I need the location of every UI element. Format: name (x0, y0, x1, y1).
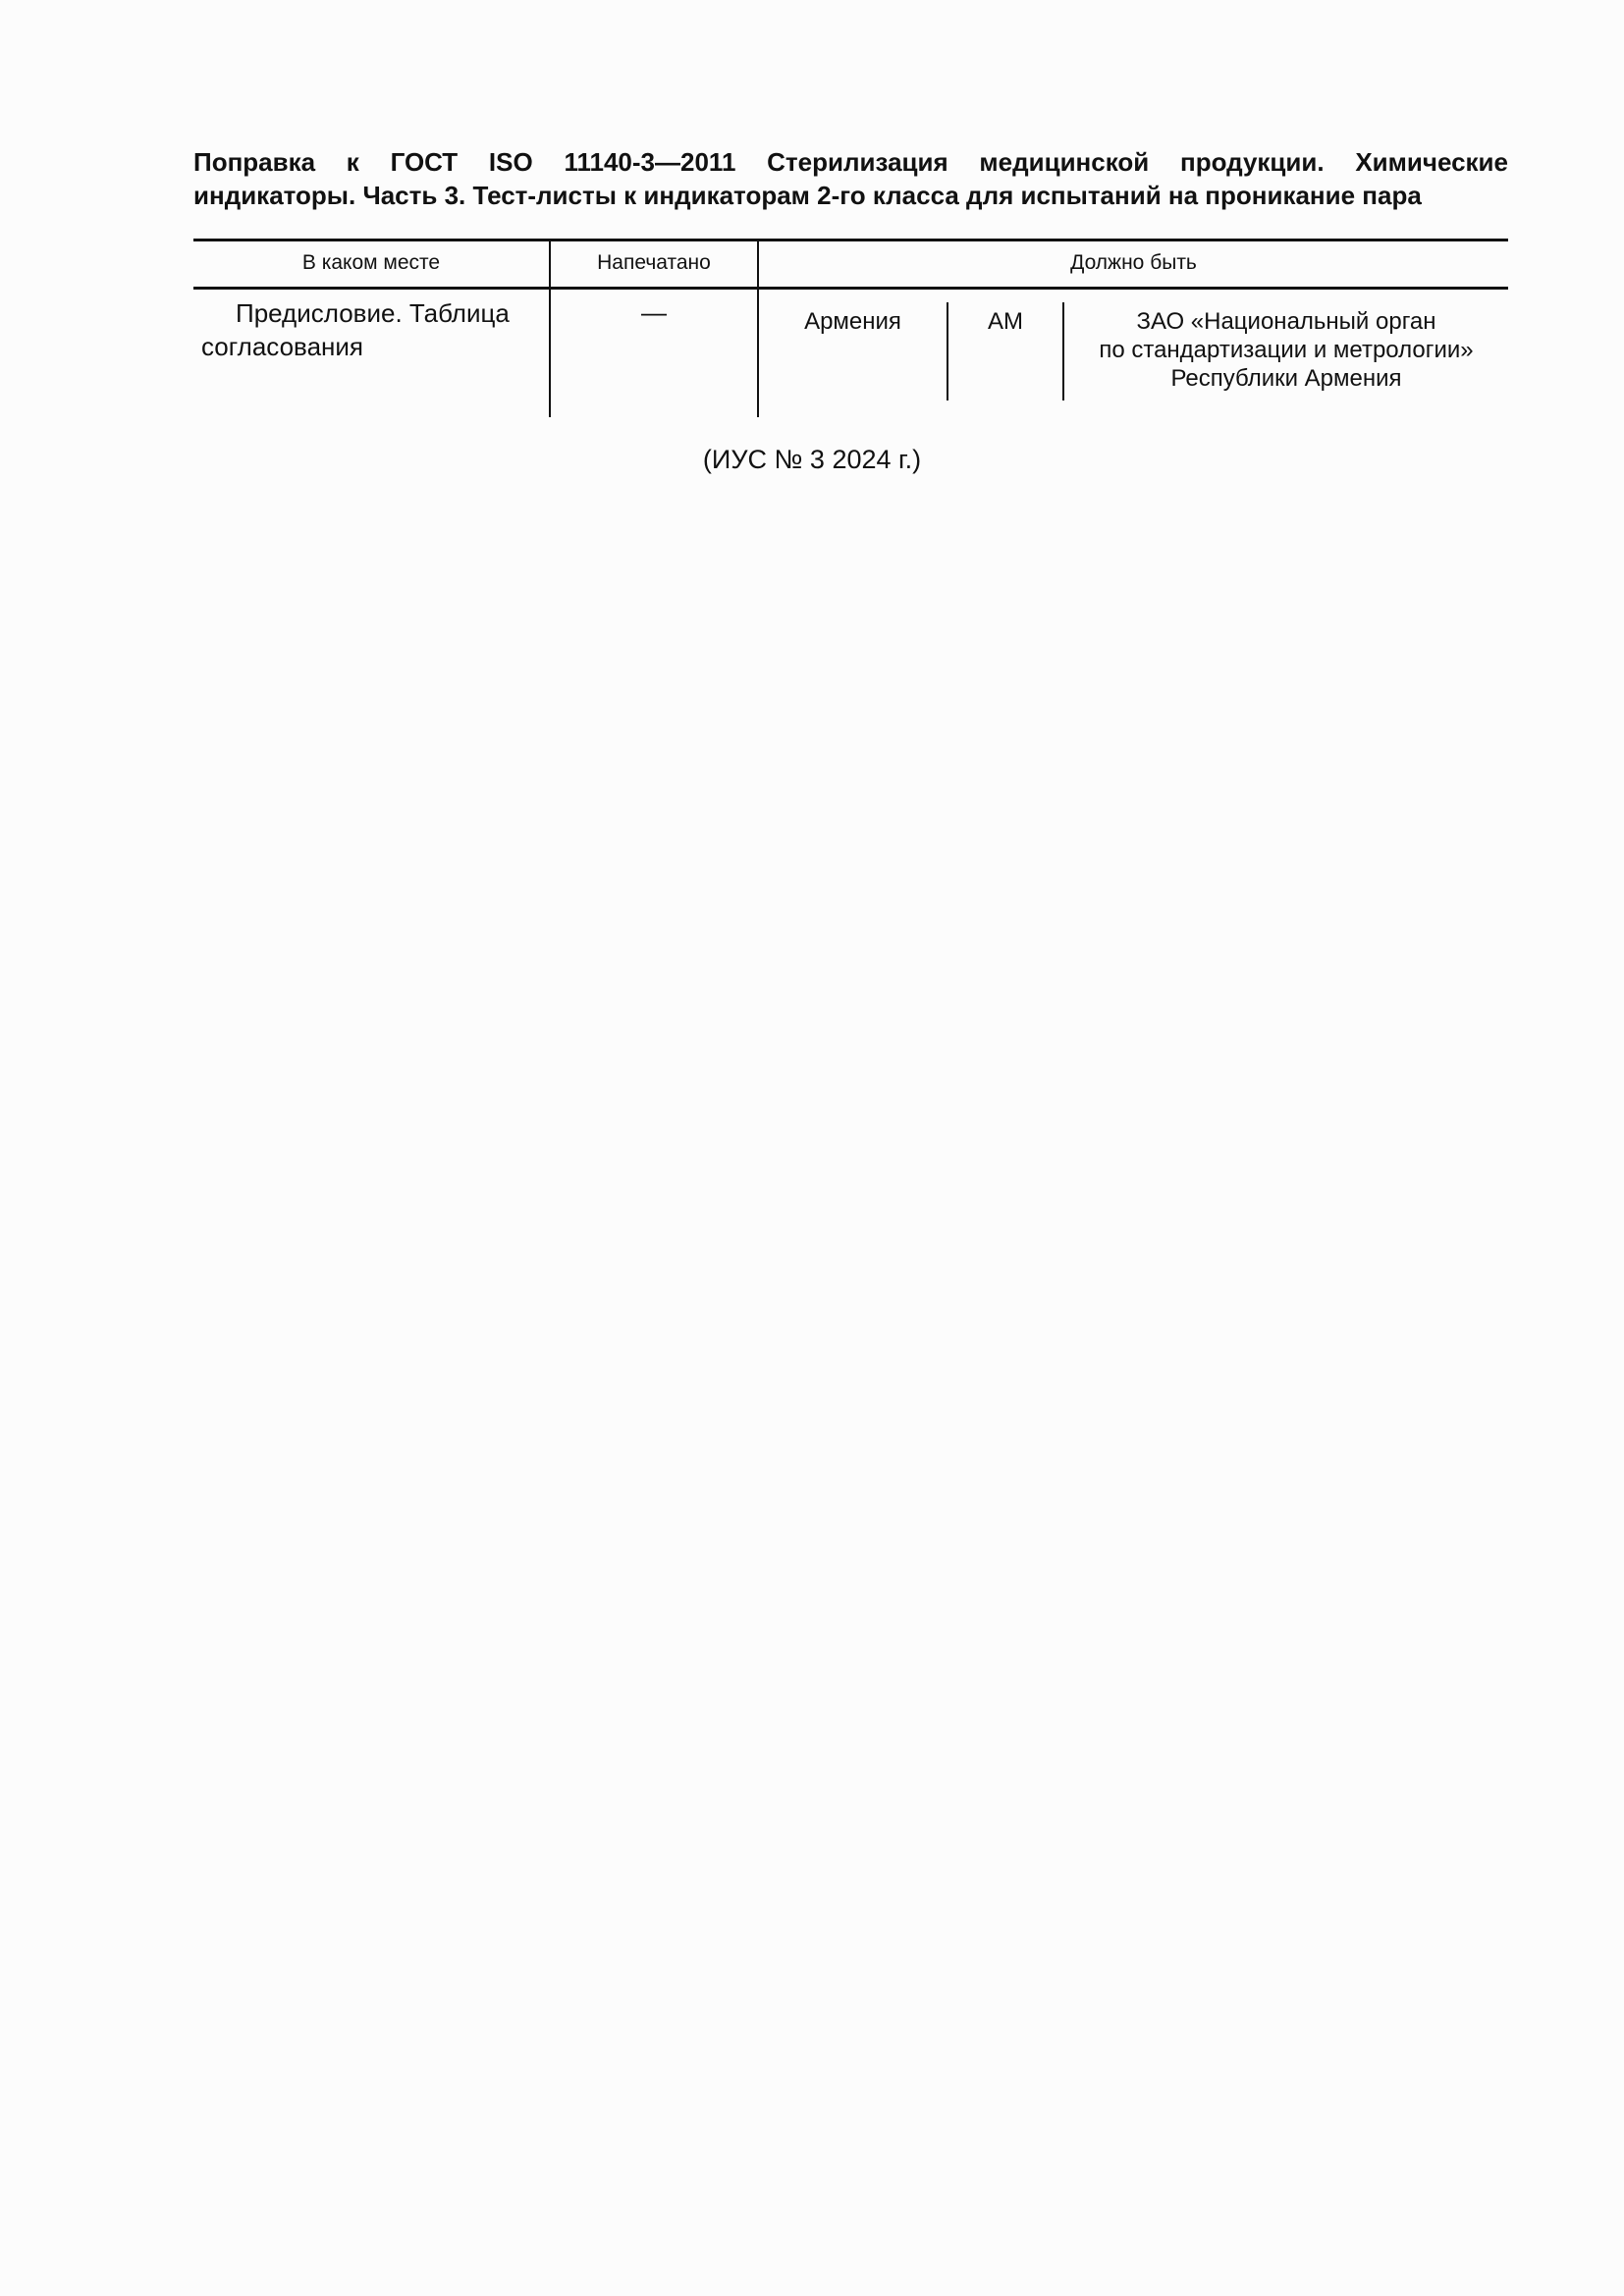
org-line-3: Республики Армения (1170, 365, 1402, 392)
table-top-rule (193, 239, 1508, 241)
header-place: В каком месте (301, 251, 441, 274)
table-row-organization (1064, 307, 1508, 393)
org-line-1: ЗАО «Национальный орган (1136, 308, 1436, 335)
amendment-title (193, 145, 1508, 212)
title-line-1: Поправка к ГОСТ ISO 11140-3—2011 Стерилизация медицинской продукции. Химические (193, 147, 1508, 177)
header-printed: Напечатано (597, 251, 711, 274)
title-line-2: индикаторы. Часть 3. Тест-листы к индикаторам 2-го класса для испытаний на проникание пара (193, 181, 1422, 210)
header-should-be: Должно быть (1070, 251, 1197, 274)
org-line-2: по стандартизации и метрологии» (1099, 337, 1474, 363)
table-row-place (201, 296, 545, 363)
place-line-2: согласования (201, 332, 363, 361)
table-row-printed: — (641, 297, 667, 327)
place-line-1: Предисловие. Таблица (236, 298, 510, 328)
table-row-country: Армения (804, 308, 901, 335)
ius-reference: (ИУС № 3 2024 г.) (702, 445, 922, 474)
table-header-rule (193, 287, 1508, 290)
table-row-code: AM (988, 308, 1023, 335)
